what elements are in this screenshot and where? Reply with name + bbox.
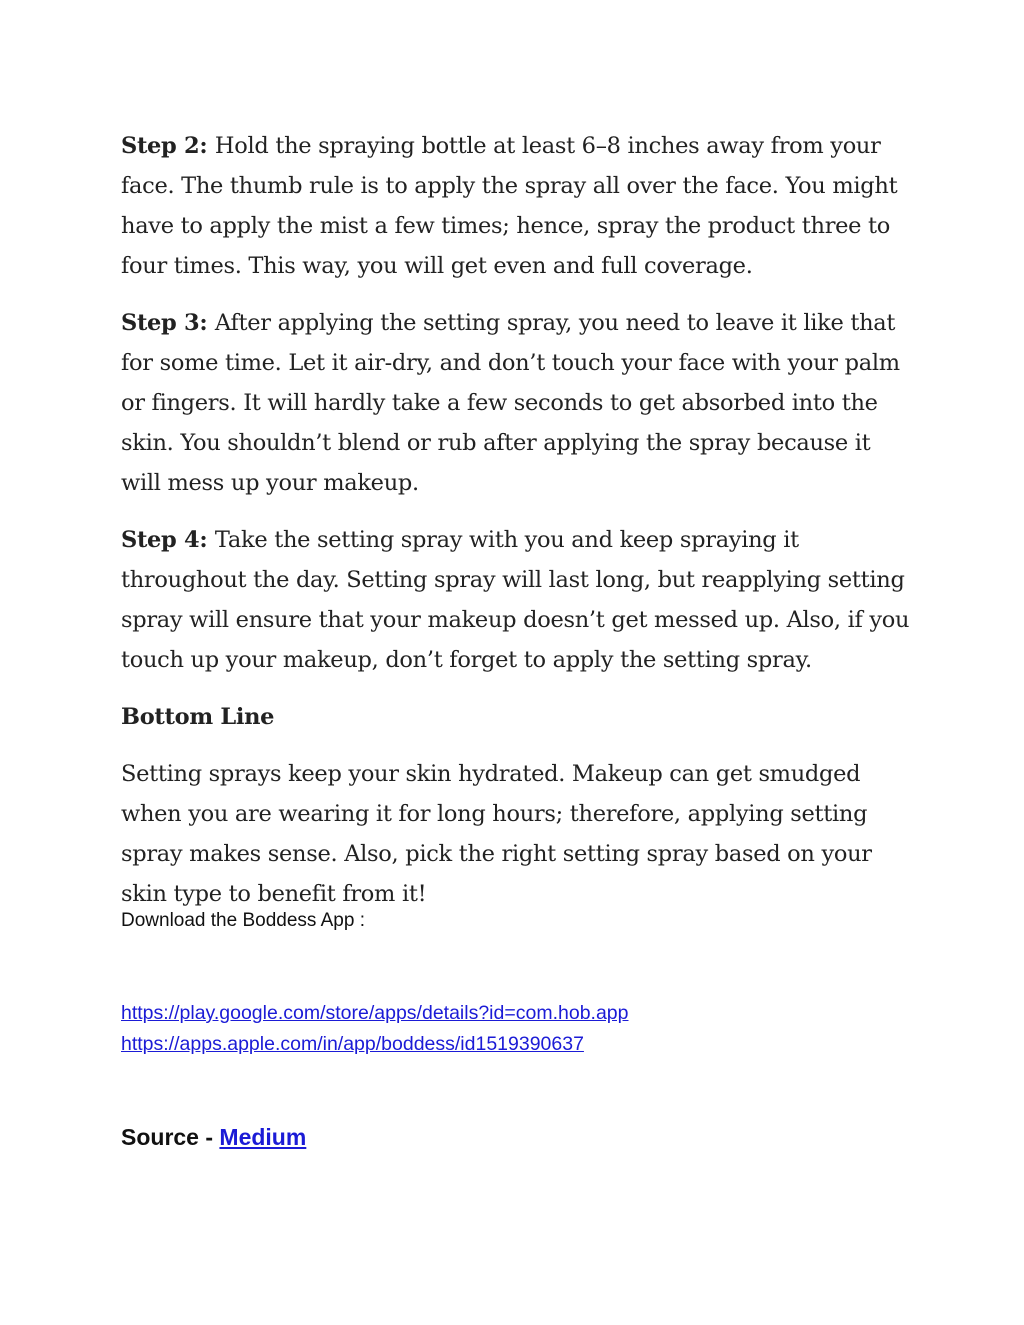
step-2-text: Hold the spraying bottle at least 6–8 inches away from your face. The thumb rule is to apply the spray all over the face. You might have to apply the mist a few times; hence, spray the product three to four times. This way, you will get even and full coverage. — [121, 133, 898, 279]
step-2-paragraph — [121, 126, 911, 286]
source-medium-link[interactable]: Medium — [219, 1124, 307, 1150]
bottom-line-paragraph: Setting sprays keep your skin hydrated. Makeup can get smudged when you are wearing it for long hours; therefore, applying setting spray makes sense. Also, pick the right setting spray based on your skin type to benefit from it! — [121, 761, 872, 907]
bottom-line-heading: Bottom Line — [121, 704, 275, 730]
source-label: Source - — [121, 1124, 220, 1150]
step-4-paragraph — [121, 520, 911, 680]
step-3-text: After applying the setting spray, you need to leave it like that for some time. Let it air-dry, and don’t touch your face with your palm or fingers. It will hardly take a few seconds to get absorbed into the skin. You shouldn’t blend or rub after applying the spray because it will mess up your makeup. — [121, 310, 900, 496]
download-app-label: Download the Boddess App : — [121, 910, 366, 931]
step-2-label: Step 2: — [121, 133, 215, 159]
step-4-text: Take the setting spray with you and keep spraying it throughout the day. Setting spray will last long, but reapplying setting spray will ensure that your makeup doesn’t get messed up. Also, if you touch up your makeup, don’t forget to apply the setting spray. — [121, 527, 910, 673]
step-3-label: Step 3: — [121, 310, 215, 336]
app-links — [121, 998, 911, 1060]
step-4-label: Step 4: — [121, 527, 215, 553]
app-store-link[interactable]: https://apps.apple.com/in/app/boddess/id1519390637 — [121, 1033, 584, 1055]
document-page — [121, 126, 911, 1151]
google-play-link[interactable]: https://play.google.com/store/apps/details?id=com.hob.app — [121, 1002, 629, 1024]
source-line — [121, 1124, 911, 1151]
step-3-paragraph — [121, 303, 911, 503]
